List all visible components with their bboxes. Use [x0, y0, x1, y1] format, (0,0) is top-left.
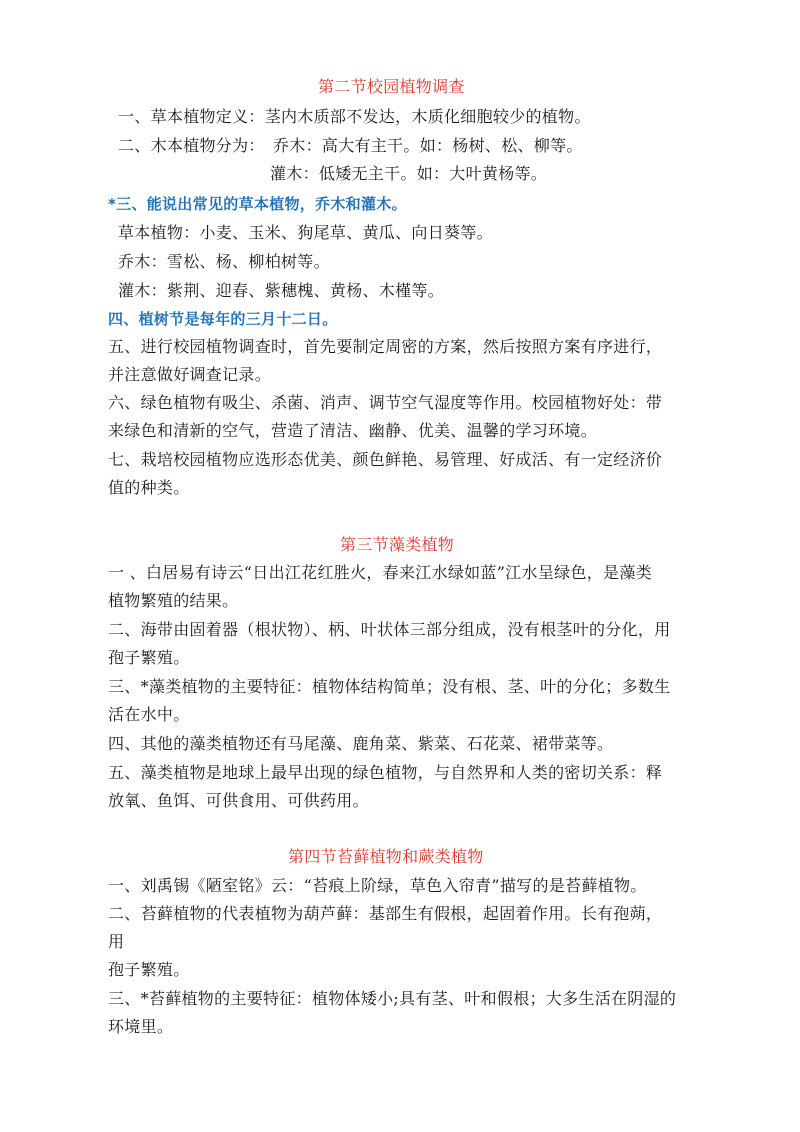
section2-line-7: 灌木：紫荆、迎春、紫穗槐、黄杨、木槿等。	[118, 281, 445, 300]
section2-line-14: 值的种类。	[108, 478, 190, 497]
section2-line-2: 二、木本植物分为： 乔木：高大有主干。如：杨树、松、柳等。	[118, 136, 583, 155]
section4-line-5: 三、*苔藓植物的主要特征：植物体矮小;具有茎、叶和假根；大多生活在阴湿的	[108, 989, 677, 1008]
section2-line-13: 七、栽培校园植物应选形态优美、颜色鲜艳、易管理、好成活、有一定经济价	[108, 450, 663, 469]
section2-line-1: 一、草本植物定义：茎内木质部不发达，木质化细胞较少的植物。	[118, 107, 591, 126]
section3-line-2: 植物繁殖的结果。	[108, 591, 239, 610]
section2-line-11: 六、绿色植物有吸尘、杀菌、消声、调节空气湿度等作用。校园植物好处：带	[108, 393, 663, 412]
section2-line-5: 草本植物：小麦、玉米、狗尾草、黄瓜、向日葵等。	[118, 223, 493, 242]
section2-line-6: 乔木：雪松、杨、柳柏树等。	[118, 252, 330, 271]
section3-line-4: 孢子繁殖。	[108, 648, 190, 667]
section3-line-1: 一 、白居易有诗云“日出江花红胜火，春来江水绿如蓝”江水呈绿色，是藻类	[108, 563, 652, 582]
section4-line-2: 二、苔藓植物的代表植物为葫芦藓：基部生有假根，起固着作用。长有孢蒴，	[108, 904, 663, 923]
section4-title: 第四节苔藓植物和蕨类植物	[288, 847, 484, 866]
section2-line-12: 来绿色和清新的空气，营造了清洁、幽静、优美、温馨的学习环境。	[108, 421, 598, 440]
section2-line-3: 灌木：低矮无主干。如：大叶黄杨等。	[270, 164, 548, 183]
section2-title: 第二节校园植物调查	[318, 77, 465, 96]
section3-line-9: 放氧、鱼饵、可供食用、可供药用。	[108, 791, 369, 810]
section3-line-7: 四、其他的藻类植物还有马尾藻、鹿角菜、紫菜、石花菜、裙带菜等。	[108, 734, 614, 753]
section4-line-4: 孢子繁殖。	[108, 960, 190, 979]
section2-line-10: 并注意做好调查记录。	[108, 365, 272, 384]
section4-line-1: 一、刘禹锡《陋室铭》云：“苔痕上阶绿，草色入帘青”描写的是苔藓植物。	[108, 876, 647, 895]
section3-title: 第三节藻类植物	[340, 535, 455, 554]
section3-line-5: 三、*藻类植物的主要特征：植物体结构简单；没有根、茎、叶的分化；多数生	[108, 677, 671, 696]
section3-line-3: 二、海带由固着器（根状物）、柄、叶状体三部分组成，没有根茎叶的分化，用	[108, 620, 671, 639]
section3-line-8: 五、藻类植物是地球上最早出现的绿色植物，与自然界和人类的密切关系：释	[108, 763, 663, 782]
section4-line-3: 用	[108, 932, 125, 951]
section2-line-4: *三、能说出常见的草本植物，乔木和灌木。	[108, 195, 407, 213]
section2-line-8: 四、植树节是每年的三月十二日。	[108, 310, 338, 328]
section2-line-9: 五、进行校园植物调查时，首先要制定周密的方案，然后按照方案有序进行，	[108, 337, 663, 356]
section3-line-6: 活在水中。	[108, 705, 190, 724]
section4-line-6: 环境里。	[108, 1017, 174, 1036]
